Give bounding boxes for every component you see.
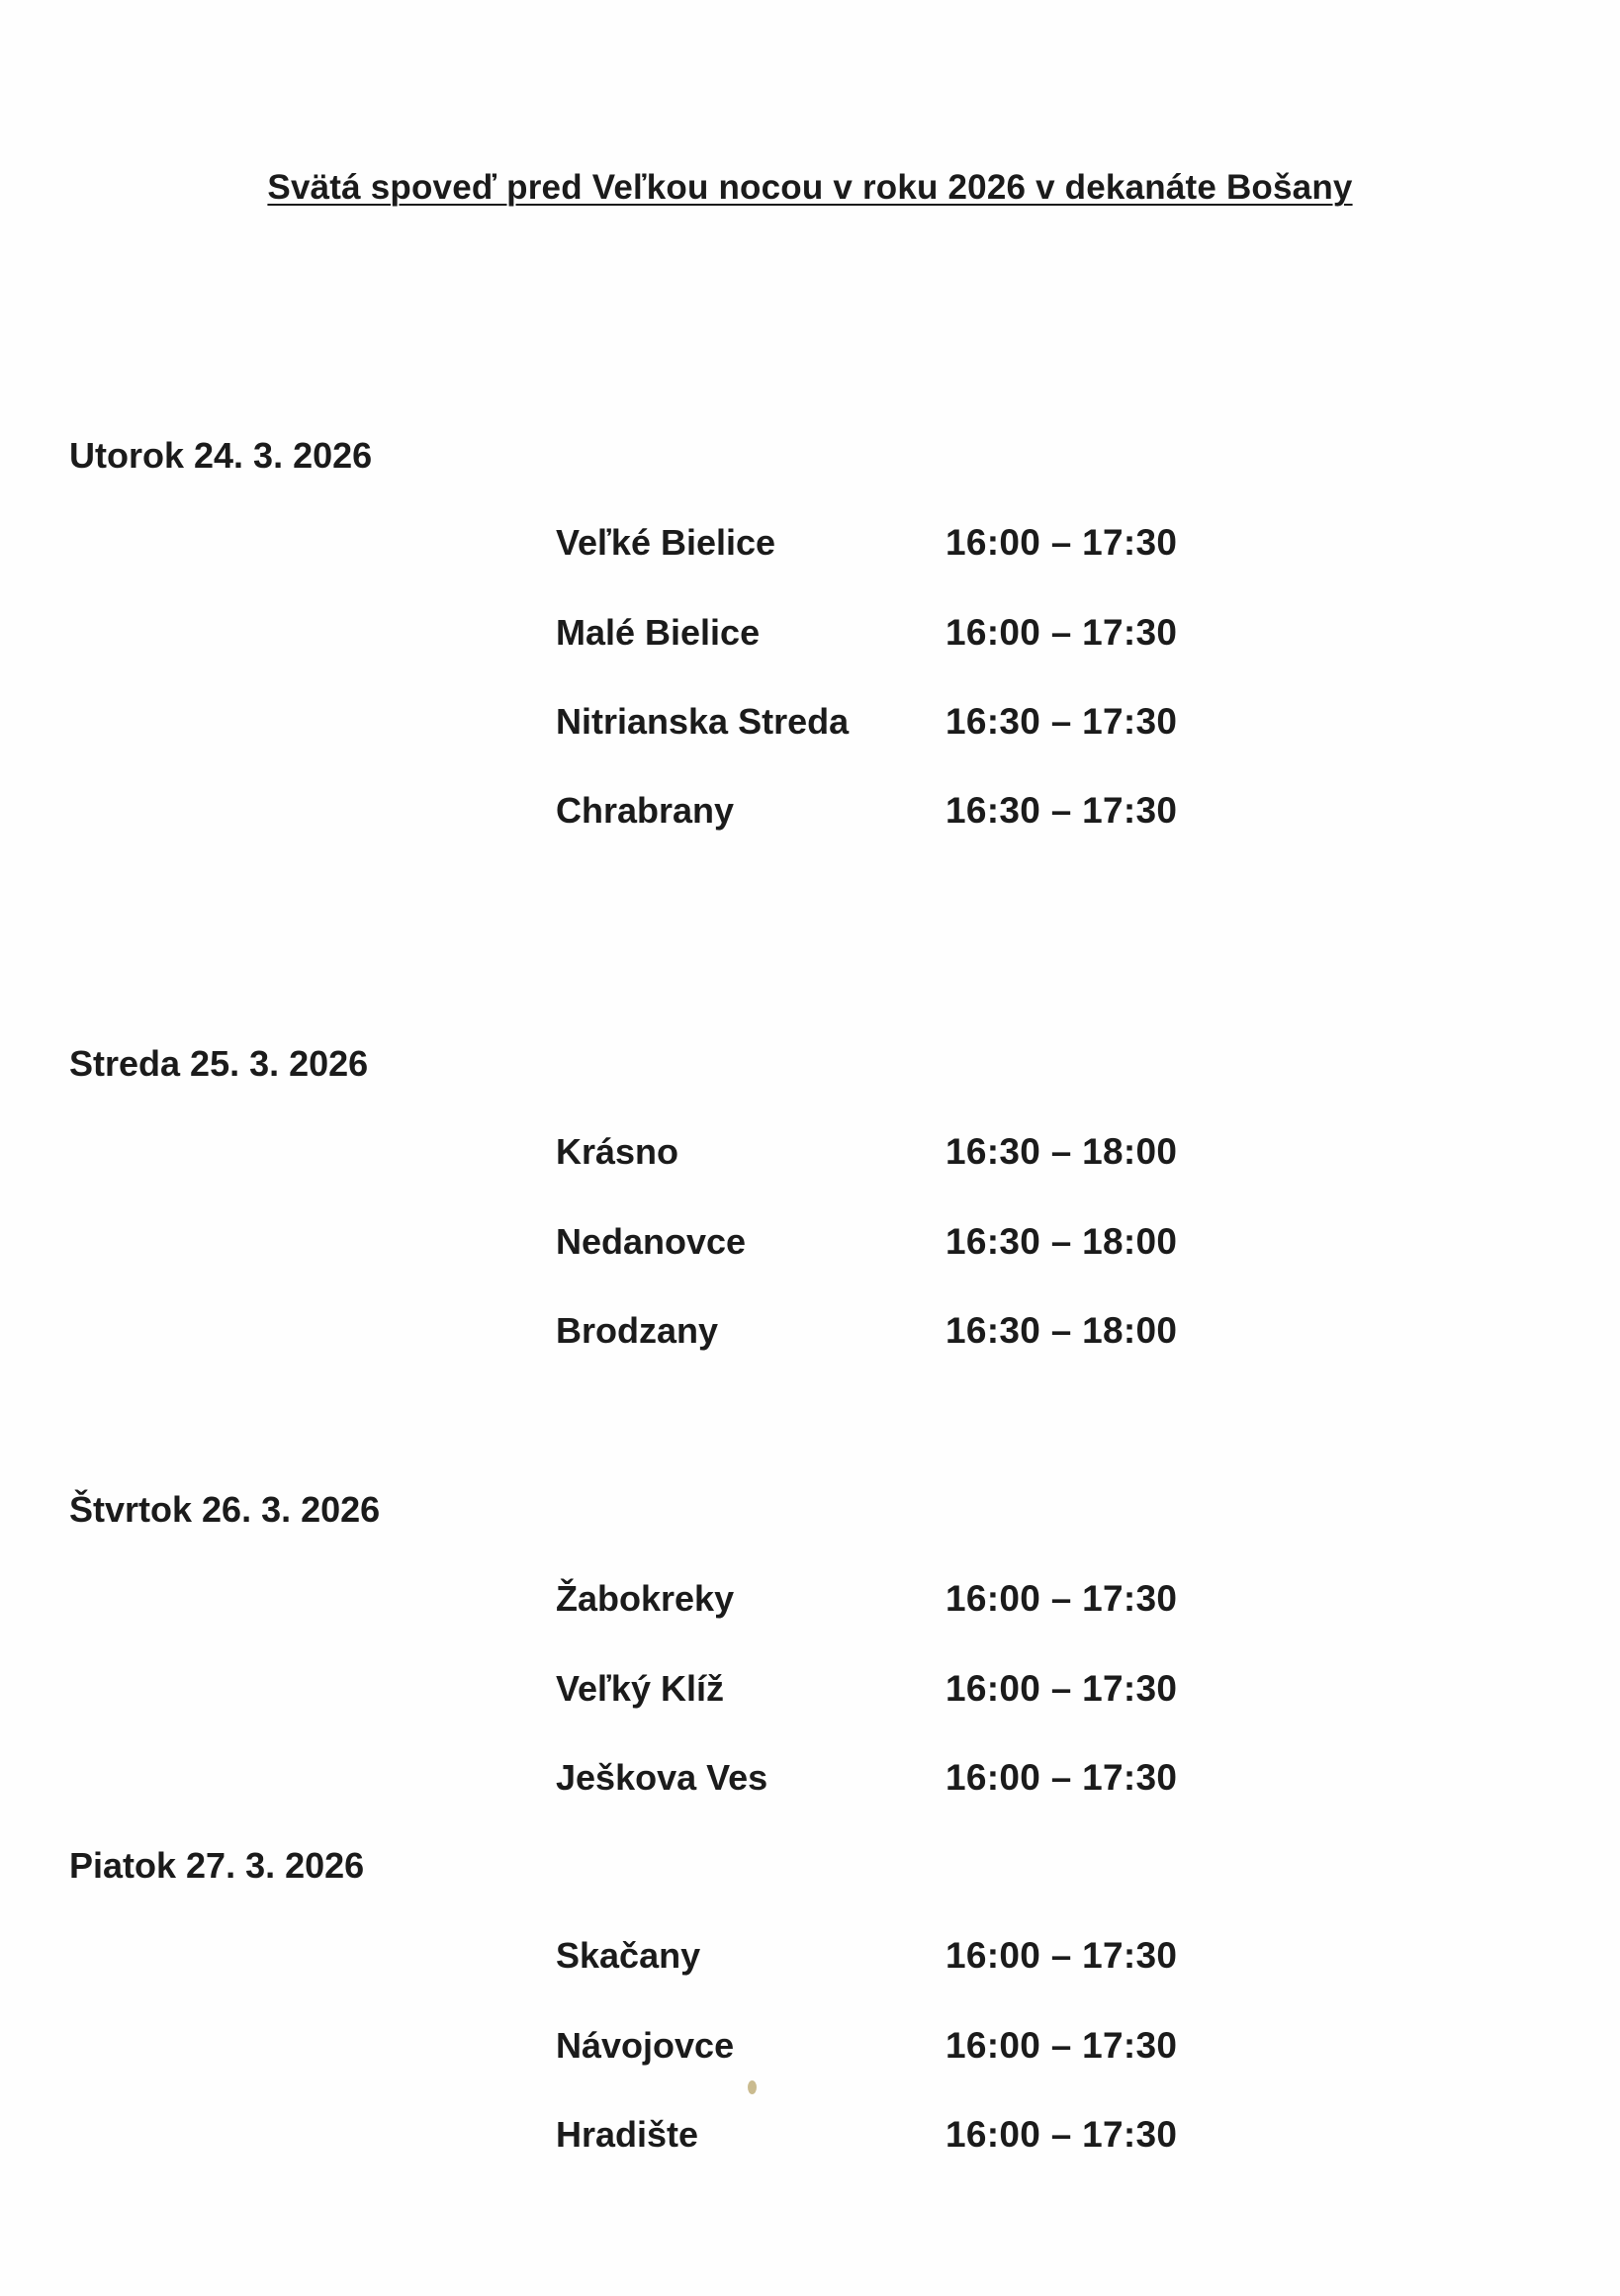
confession-time: 16:00 – 17:30 <box>945 2025 1178 2066</box>
day-heading-streda: Streda 25. 3. 2026 <box>69 1043 369 1084</box>
day-heading-stvrtok: Štvrtok 26. 3. 2026 <box>69 1489 381 1530</box>
confession-time: 16:30 – 17:30 <box>945 790 1178 831</box>
day-heading-utorok: Utorok 24. 3. 2026 <box>69 435 373 476</box>
schedule-row <box>0 612 1620 662</box>
parish-name: Skačany <box>556 1935 701 1976</box>
confession-time: 16:30 – 17:30 <box>945 701 1178 742</box>
parish-name: Brodzany <box>556 1310 719 1351</box>
schedule-row <box>0 1131 1620 1181</box>
parish-name: Veľký Klíž <box>556 1668 724 1709</box>
confession-time: 16:00 – 17:30 <box>945 2114 1178 2155</box>
confession-time: 16:00 – 17:30 <box>945 1757 1178 1798</box>
schedule-row <box>0 2025 1620 2075</box>
schedule-row <box>0 1668 1620 1718</box>
confession-time: 16:00 – 17:30 <box>945 1668 1178 1709</box>
parish-name: Žabokreky <box>556 1578 735 1619</box>
schedule-row <box>0 2114 1620 2164</box>
parish-name: Krásno <box>556 1131 679 1172</box>
parish-name: Hradište <box>556 2114 699 2155</box>
confession-time: 16:30 – 18:00 <box>945 1310 1178 1351</box>
confession-time: 16:00 – 17:30 <box>945 1578 1178 1619</box>
parish-name: Návojovce <box>556 2025 735 2066</box>
parish-name: Nedanovce <box>556 1221 747 1262</box>
schedule-row <box>0 701 1620 751</box>
document-title: Svätá spoveď pred Veľkou nocou v roku 2026 v dekanáte Bošany <box>267 168 1353 207</box>
confession-time: 16:00 – 17:30 <box>945 522 1178 563</box>
parish-name: Malé Bielice <box>556 612 761 653</box>
schedule-row <box>0 1578 1620 1628</box>
schedule-row <box>0 522 1620 572</box>
parish-name: Nitrianska Streda <box>556 701 850 742</box>
paper-speck <box>748 2080 757 2094</box>
confession-time: 16:00 – 17:30 <box>945 612 1178 653</box>
schedule-row <box>0 1221 1620 1271</box>
schedule-row <box>0 1310 1620 1360</box>
confession-time: 16:30 – 18:00 <box>945 1131 1178 1172</box>
parish-name: Ješkova Ves <box>556 1757 768 1798</box>
parish-name: Veľké Bielice <box>556 522 776 563</box>
confession-time: 16:00 – 17:30 <box>945 1935 1178 1976</box>
schedule-row <box>0 1757 1620 1807</box>
day-heading-piatok: Piatok 27. 3. 2026 <box>69 1845 365 1886</box>
schedule-row <box>0 790 1620 839</box>
confession-time: 16:30 – 18:00 <box>945 1221 1178 1262</box>
schedule-row <box>0 1935 1620 1985</box>
parish-name: Chrabrany <box>556 790 735 831</box>
